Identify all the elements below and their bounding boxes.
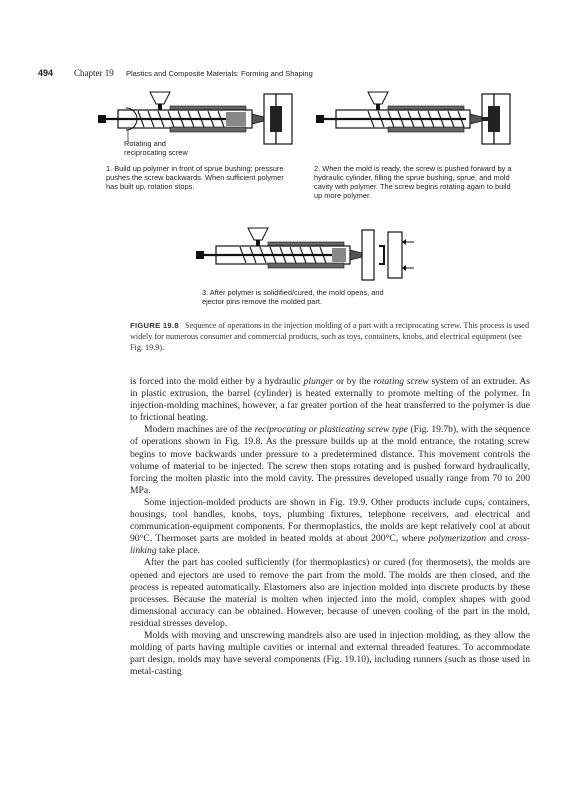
paragraph-4: After the part has cooled sufficiently (for thermoplastics) or cured (for thermosets), the molds are opened and ejectors are used to remove the part from the mold. The molds are then closed, and the process is repeated automatically. Elastomers also are injection molded into discrete products by these processes. Because the material is molten when injected into the mold, complex shapes with good dimensional accuracy can be obtained. However, because of uneven cooling of the part in the mold, residual stresses develop.: [130, 557, 530, 629]
step-3-label: 3. After polymer is solidified/cured, the mold opens, and ejector pins remove the molded part.: [202, 288, 384, 306]
paragraph-5: Molds with moving and unscrewing mandrels also are used in injection molding, as they allow the molding of parts having multiple cavities or internal and external threaded features. To accommodate part design, molds may have several components (Fig. 19.10), including runners (such as those used in metal-casting: [130, 629, 530, 678]
section-title: Plastics and Composite Materials: Forming and Shaping: [126, 69, 313, 78]
callout-rotating-screw: Rotating and reciprocating screw: [124, 139, 188, 157]
figure-caption: [130, 320, 530, 353]
body-text: [130, 376, 530, 678]
paragraph-1: is forced into the mold either by a hydraulic plunger or by the rotating screw system of an extruder. As in plastic extrusion, the barrel (cylinder) is heated externally to promote melting of the polymer. In injection-molding machines, however, a far greater portion of the heat transferred to the polymer is due to frictional heating.: [130, 376, 530, 424]
figure-number: FIGURE 19.8: [130, 321, 179, 330]
page-number: 494: [38, 68, 54, 78]
chapter-label: Chapter 19: [74, 68, 114, 78]
paragraph-3: Some injection-molded products are shown in Fig. 19.9. Other products include cups, containers, housings, tool handles, knobs, toys, plumbing fixtures, telephone receivers, and electrical and communication-equipment components. For thermoplastics, the molds are kept relatively cool at about 90°C. Thermoset parts are molded in heated molds at about 200°C, where polymerization and cross-linking take place.: [130, 496, 530, 557]
step-2-label: 2. When the mold is ready, the screw is pushed forward by a hydraulic cylinder, filling the sprue bushing, sprue, and mold cavity with polymer. The screw begins rotating again to build up more polymer.: [314, 164, 512, 200]
running-header: [38, 68, 538, 82]
step-1-label: 1. Build up polymer in front of sprue bushing; pressure pushes the screw backwards. When sufficient polymer has built up, rotation stops.: [106, 164, 284, 191]
diagram-step-3: [196, 226, 416, 286]
caption-text: Sequence of operations in the injection molding of a part with a reciprocating screw. This process is used widely for numerous consumer and commercial products, such as toys, containers, knobs, and electrical equipment (see Fig. 19.9).: [130, 321, 530, 352]
diagram-step-2: [316, 90, 522, 150]
paragraph-2: Modern machines are of the reciprocating or plasticating screw type (Fig. 19.7b), with the sequence of operations shown in Fig. 19.8. As the pressure builds up at the mold entrance, the rotating screw begins to move backwards under pressure to a predetermined distance. This movement controls the volume of material to be injected. The screw then stops rotating and is pushed forward hydraulically, forcing the molten plastic into the mold cavity. The pressures developed usually range from 70 to 200 MPa.: [130, 424, 530, 496]
